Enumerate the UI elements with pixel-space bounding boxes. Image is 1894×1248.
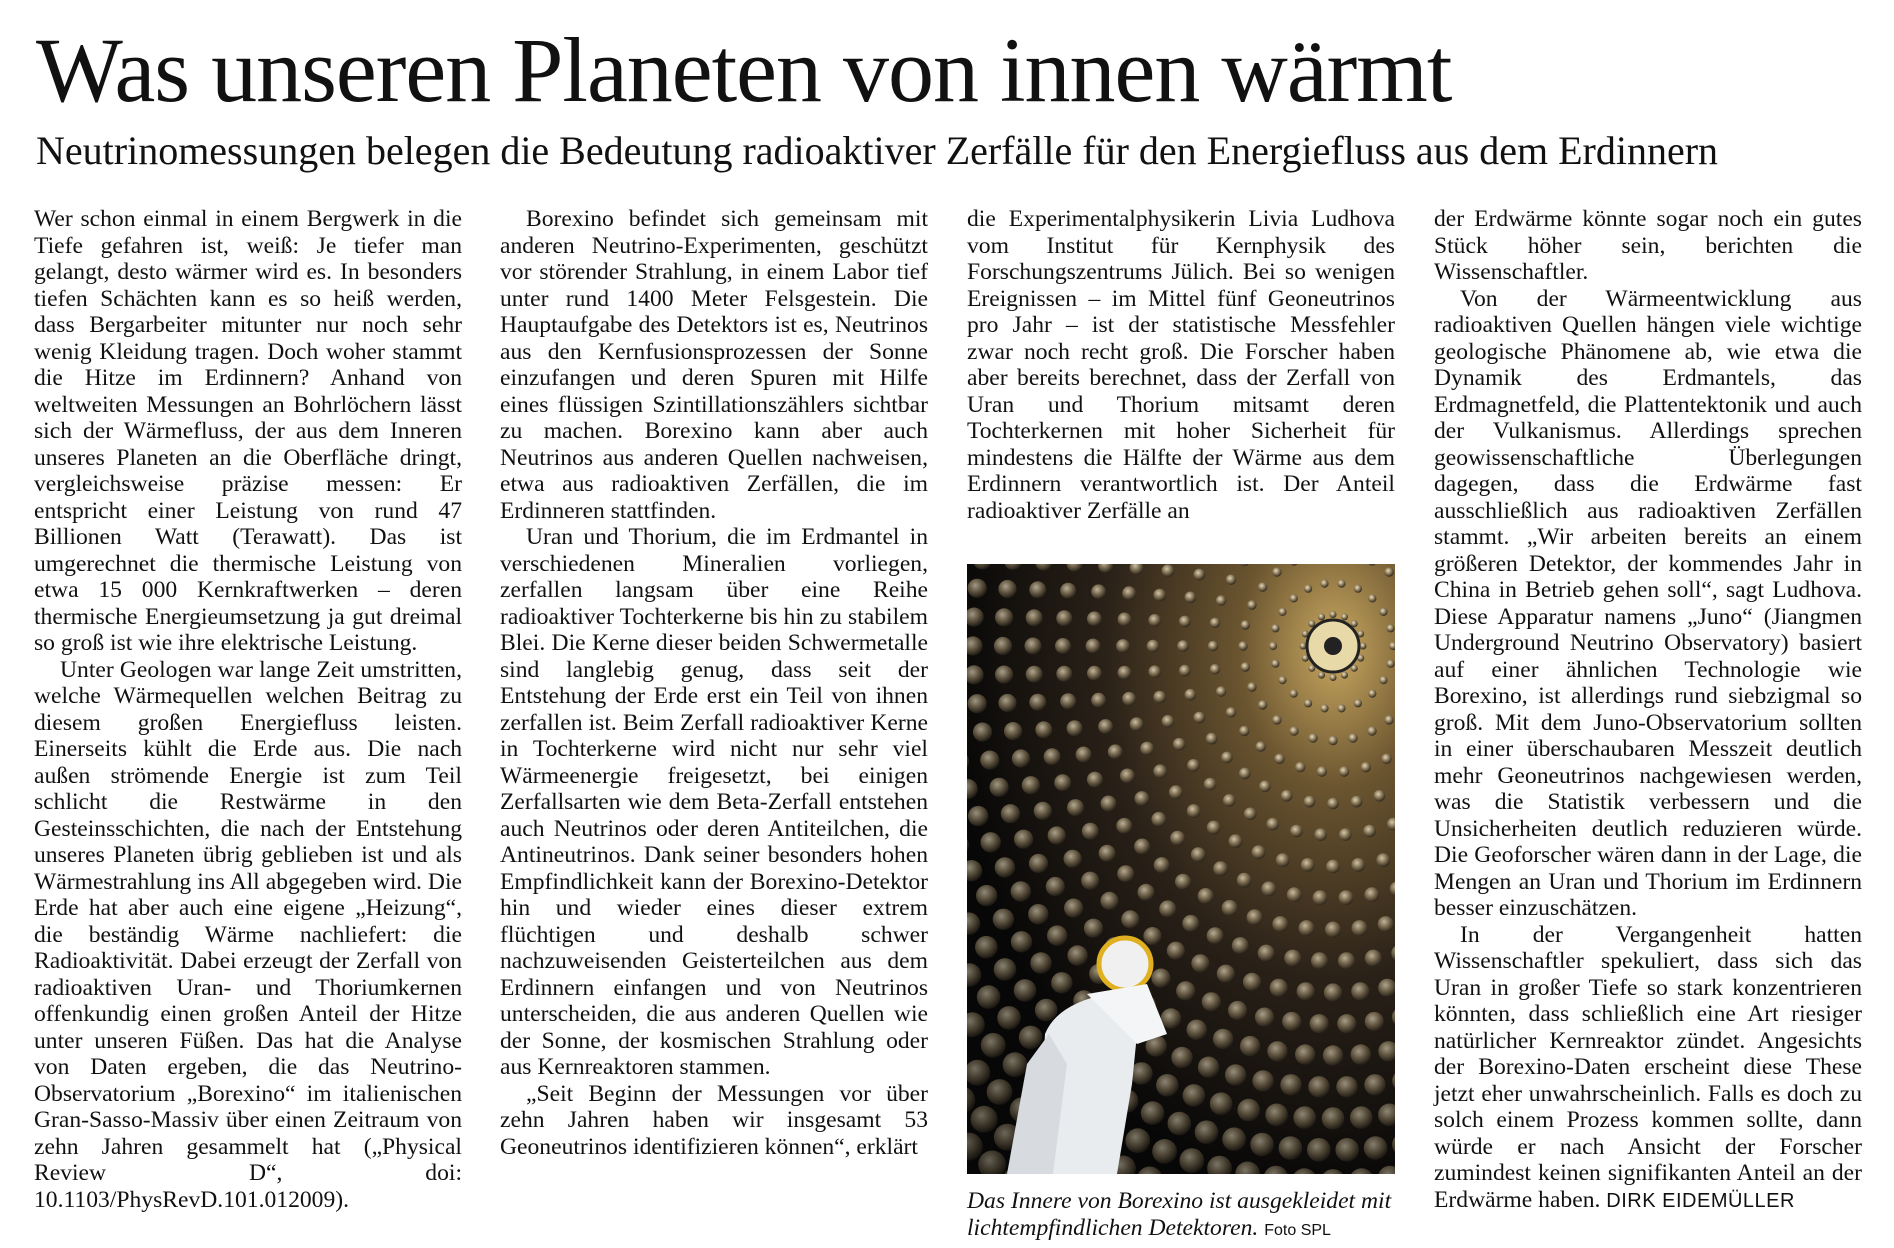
photomultiplier-tube bbox=[1056, 666, 1072, 682]
photomultiplier-tube bbox=[1351, 1044, 1371, 1064]
photomultiplier-tube bbox=[1295, 1044, 1315, 1064]
photomultiplier-tube bbox=[1378, 916, 1394, 932]
photomultiplier-tube bbox=[1270, 979, 1288, 997]
photomultiplier-tube bbox=[1060, 693, 1076, 709]
photomultiplier-tube bbox=[1259, 781, 1271, 793]
photomultiplier-tube bbox=[1120, 769, 1135, 784]
photomultiplier-tube bbox=[1064, 899, 1083, 918]
photomultiplier-tube bbox=[1004, 722, 1022, 740]
photomultiplier-tube bbox=[1170, 831, 1185, 846]
photomultiplier-tube bbox=[1048, 826, 1066, 844]
photomultiplier-tube bbox=[1351, 858, 1365, 872]
photomultiplier-tube bbox=[1287, 887, 1302, 902]
photomultiplier-tube bbox=[1351, 982, 1369, 1000]
photomultiplier-tube bbox=[1328, 736, 1337, 745]
photomultiplier-tube bbox=[1337, 1014, 1356, 1033]
photomultiplier-tube bbox=[1076, 747, 1092, 763]
photomultiplier-tube bbox=[1313, 890, 1328, 905]
photomultiplier-tube bbox=[998, 580, 1016, 598]
photomultiplier-tube bbox=[994, 637, 1012, 655]
photomultiplier-tube bbox=[1330, 611, 1337, 618]
photomultiplier-tube bbox=[1187, 759, 1200, 772]
photomultiplier-tube bbox=[1051, 972, 1072, 993]
photomultiplier-tube bbox=[1014, 830, 1033, 849]
photomultiplier-tube bbox=[1301, 858, 1315, 872]
photomultiplier-tube bbox=[1216, 595, 1226, 605]
photomultiplier-tube bbox=[1278, 608, 1286, 616]
photomultiplier-tube bbox=[1352, 920, 1368, 936]
photomultiplier-tube bbox=[1029, 581, 1046, 598]
photomultiplier-tube bbox=[1258, 582, 1267, 591]
article-subtitle: Neutrinomessungen belegen die Bedeutung radioaktiver Zerfälle für den Energiefluss aus dem Erdinnern bbox=[36, 128, 1719, 173]
photomultiplier-tube bbox=[1226, 707, 1236, 717]
photomultiplier-tube bbox=[1153, 589, 1166, 602]
photomultiplier-tube bbox=[1284, 950, 1301, 967]
photomultiplier-tube bbox=[1271, 660, 1279, 668]
photomultiplier-tube bbox=[1210, 618, 1220, 628]
photomultiplier-tube bbox=[1087, 666, 1102, 681]
photomultiplier-tube bbox=[1247, 600, 1256, 609]
paragraph: die Experimentalphysikerin Livia Ludhova vom Institut für Kernphysik des Forschungszentrums Jülich. Bei so wenigen Ereignissen – im Mittel fünf Geoneutrinos pro Jahr – ist der statistische Messfehler zwar noch recht groß. Die Forscher haben aber bereits berechnet, dass der Zerfall von Uran und Thorium mitsamt deren Tochterkernen mit hoher Sicherheit für mindestens die Hälfte der Wärme aus dem Erdinnern verantwortlich ist. Der Anteil radioaktiver Zerfälle an bbox=[967, 206, 1395, 524]
photomultiplier-tube bbox=[1278, 676, 1286, 684]
photomultiplier-tube bbox=[1210, 664, 1220, 674]
photomultiplier-tube bbox=[1117, 865, 1134, 882]
photomultiplier-tube bbox=[1229, 834, 1243, 848]
photomultiplier-tube bbox=[1252, 1070, 1273, 1091]
photomultiplier-tube bbox=[1026, 609, 1043, 626]
photomultiplier-tube bbox=[1310, 1014, 1329, 1033]
photomultiplier-tube bbox=[1272, 916, 1288, 932]
photomultiplier-tube bbox=[1091, 693, 1106, 708]
photomultiplier-tube bbox=[1300, 643, 1307, 650]
photomultiplier-tube bbox=[1368, 690, 1376, 698]
photomultiplier-tube bbox=[1101, 796, 1117, 812]
photomultiplier-tube bbox=[1330, 674, 1337, 681]
detector-dome-illustration bbox=[967, 564, 1395, 1174]
photomultiplier-tube bbox=[1282, 1012, 1301, 1031]
photomultiplier-tube bbox=[1243, 973, 1261, 991]
photomultiplier-tube bbox=[1116, 639, 1130, 653]
photomultiplier-tube bbox=[1118, 666, 1132, 680]
photomultiplier-tube bbox=[1365, 1012, 1384, 1031]
photomultiplier-tube bbox=[1279, 1136, 1303, 1160]
photomultiplier-tube bbox=[1256, 741, 1266, 751]
photomultiplier-tube bbox=[1153, 764, 1167, 778]
photomultiplier-tube bbox=[1237, 873, 1252, 888]
photomultiplier-tube bbox=[1099, 845, 1116, 862]
photomultiplier-tube bbox=[1159, 900, 1176, 917]
photomultiplier-tube bbox=[1202, 992, 1221, 1011]
photomultiplier-tube bbox=[1156, 1074, 1179, 1097]
photomultiplier-tube bbox=[1307, 1138, 1331, 1162]
photomultiplier-tube bbox=[1290, 825, 1303, 838]
photomultiplier-tube bbox=[1001, 804, 1020, 823]
photomultiplier-tube bbox=[1266, 818, 1279, 831]
photomultiplier-tube bbox=[977, 985, 1001, 1009]
photomultiplier-tube bbox=[1348, 733, 1357, 742]
photomultiplier-tube bbox=[1198, 1057, 1219, 1078]
photomultiplier-tube bbox=[1318, 672, 1325, 679]
photomultiplier-tube bbox=[1317, 766, 1327, 776]
photomultiplier-tube bbox=[1322, 1107, 1345, 1130]
photomultiplier-tube bbox=[1135, 791, 1150, 806]
photomultiplier-tube bbox=[1379, 608, 1387, 616]
photomultiplier-tube bbox=[1012, 749, 1030, 767]
photomultiplier-tube bbox=[971, 1106, 998, 1133]
photomultiplier-tube bbox=[1367, 726, 1376, 735]
photomultiplier-tube bbox=[1035, 721, 1052, 738]
photomultiplier-tube bbox=[1337, 580, 1345, 588]
photomultiplier-tube bbox=[1225, 1064, 1246, 1085]
photomultiplier-tube bbox=[995, 666, 1013, 684]
photomultiplier-tube bbox=[1223, 794, 1236, 807]
author-name: DIRK EIDEMÜLLER bbox=[1606, 1189, 1795, 1212]
photomultiplier-tube bbox=[1147, 640, 1160, 653]
photomultiplier-tube bbox=[1364, 1074, 1385, 1095]
photomultiplier-tube bbox=[1339, 828, 1352, 841]
photomultiplier-tube bbox=[1323, 1045, 1343, 1065]
photomultiplier-tube bbox=[1374, 790, 1386, 802]
photomultiplier-tube bbox=[1364, 1136, 1388, 1160]
photomultiplier-tube bbox=[1250, 1133, 1274, 1157]
photomultiplier-tube bbox=[1272, 567, 1281, 576]
photomultiplier-tube bbox=[1182, 915, 1199, 932]
photomultiplier-tube bbox=[1338, 952, 1355, 969]
photomultiplier-tube bbox=[1232, 937, 1249, 954]
photomultiplier-tube bbox=[1035, 999, 1058, 1022]
photomultiplier-tube bbox=[1187, 804, 1201, 818]
photomultiplier-tube bbox=[1169, 785, 1183, 799]
text-column-3 bbox=[967, 206, 1395, 524]
photomultiplier-tube bbox=[1108, 744, 1123, 759]
photomultiplier-tube bbox=[1047, 925, 1067, 945]
photomultiplier-tube bbox=[993, 909, 1014, 930]
photomultiplier-tube bbox=[1175, 874, 1191, 890]
caption-text: Das Innere von Borexino ist ausgekleidet mit lichtempfindlichen Detektoren. bbox=[967, 1188, 1392, 1241]
photomultiplier-tube bbox=[1267, 1041, 1287, 1061]
photomultiplier-tube bbox=[1167, 942, 1185, 960]
photomultiplier-tube bbox=[1168, 1112, 1192, 1136]
photomultiplier-tube bbox=[1361, 762, 1371, 772]
photomultiplier-tube bbox=[1320, 704, 1328, 712]
photomultiplier-tube bbox=[1100, 892, 1118, 910]
photomultiplier-tube bbox=[1341, 672, 1348, 679]
photomultiplier-tube bbox=[1003, 1052, 1028, 1077]
photomultiplier-tube bbox=[1176, 981, 1195, 1000]
photomultiplier-tube bbox=[1247, 909, 1263, 925]
photomultiplier-tube bbox=[1086, 639, 1101, 654]
paragraph: der Erdwärme könnte sogar noch ein gutes Stück höher sein, berichten die Wissenschaftler. bbox=[1434, 206, 1862, 285]
article-title: Was unseren Planeten von innen wärmt bbox=[36, 19, 1452, 121]
photomultiplier-tube bbox=[1011, 881, 1031, 901]
photomultiplier-tube bbox=[1198, 888, 1214, 904]
photomultiplier-tube bbox=[1067, 799, 1084, 816]
photomultiplier-tube bbox=[1185, 689, 1197, 701]
photomultiplier-tube bbox=[1363, 825, 1376, 838]
photomultiplier-tube bbox=[1274, 754, 1284, 764]
photomultiplier-tube bbox=[1237, 1099, 1260, 1122]
photomultiplier-tube bbox=[1171, 1047, 1192, 1068]
photomultiplier-tube bbox=[1304, 699, 1312, 707]
photomultiplier-tube bbox=[1064, 850, 1082, 868]
photomultiplier-tube bbox=[1179, 665, 1191, 677]
photomultiplier-tube bbox=[1299, 920, 1315, 936]
photomultiplier-tube bbox=[1258, 700, 1267, 709]
photomultiplier-tube bbox=[1384, 567, 1393, 576]
photomultiplier-tube bbox=[1336, 1076, 1357, 1097]
photomultiplier-tube bbox=[1216, 686, 1226, 696]
photomultiplier-tube bbox=[1207, 927, 1224, 944]
photomultiplier-tube bbox=[1295, 762, 1305, 772]
photomultiplier-tube bbox=[981, 832, 1001, 852]
photomultiplier-tube bbox=[1387, 660, 1395, 668]
photomultiplier-tube bbox=[1046, 877, 1065, 896]
photomultiplier-tube bbox=[1335, 1138, 1359, 1162]
photomultiplier-tube bbox=[1341, 613, 1348, 620]
photomultiplier-tube bbox=[1154, 857, 1170, 873]
paragraph: Von der Wärmeentwicklung aus radioaktiven Quellen hängen viele wichtige geologische Phänomene ab, wie etwa die Dynamik des Erdmantels, das Erdmagnetfeld, die Plattentektonik und auch der Vulkanismus. Allerdings sprechen geowissenschaftliche Überlegungen dagegen, dass die Erdwärme fast ausschließlich aus radioaktiven Zerfällen stammt. „Wir arbeiten bereits an einem größeren Detektor, der kommendes Jahr in China in Betrieb gehen soll“, sagt Ludhova. Diese Apparatur namens „Juno“ (Jiangmen Underground Neutrino Observatory) basiert auf einer ähnlichen Technologie wie Borexino, ist allerdings rund siebzigmal so groß. Mit dem Juno-Observatorium sollten in einer überschaubaren Messzeit deutlich mehr Geoneutrinos nachgewiesen werden, was die Statistik verbessern und die Unsicherheiten deutlich reduzieren würde. Die Geoforscher wären dann in der Lage, die Mengen an Uran und Thorium im Erdinnern besser einzuschätzen. bbox=[1434, 285, 1862, 921]
photomultiplier-tube bbox=[1179, 616, 1191, 628]
photomultiplier-tube bbox=[980, 751, 999, 770]
photomultiplier-tube bbox=[1325, 922, 1341, 938]
photomultiplier-tube bbox=[1327, 798, 1339, 810]
photomultiplier-tube bbox=[1179, 1148, 1204, 1173]
photomultiplier-tube bbox=[1025, 638, 1042, 655]
photomultiplier-tube bbox=[1029, 694, 1046, 711]
photomultiplier-tube bbox=[1134, 839, 1150, 855]
photomultiplier-tube bbox=[1191, 847, 1206, 862]
photomultiplier-tube bbox=[1324, 983, 1342, 1001]
text-column-1 bbox=[34, 206, 462, 1213]
photomultiplier-tube bbox=[1221, 752, 1233, 764]
photomultiplier-tube bbox=[1138, 884, 1155, 901]
photomultiplier-tube bbox=[1387, 624, 1395, 632]
photomultiplier-tube bbox=[1183, 1084, 1206, 1107]
photomultiplier-tube bbox=[1238, 641, 1247, 650]
photomultiplier-tube bbox=[968, 806, 988, 826]
photomultiplier-tube bbox=[1056, 610, 1072, 626]
photomultiplier-tube bbox=[1122, 586, 1136, 600]
paragraph: Wer schon einmal in einem Bergwerk in die Tiefe gefahren ist, weiß: Je tiefer man gelangt, desto wärmer wird es. In besonders tiefen Schächten kann es so heiß werden, dass Bergarbeiter mitunter nur noch sehr wenig Kleidung tragen. Doch woher stammt die Hitze im Erdinnern? Anhand von weltweiten Messungen an Bohrlöchern lässt sich der Wärmefluss, der aus dem Inneren unseres Planeten an die Oberfläche dringt, vergleichsweise präzise messen: Er entspricht einer Leistung von rund 47 Billionen Watt (Terawatt). Das ist umgerechnet die thermische Leistung von etwa 15 000 Kernkraftwerken – deren thermische Energieumsetzung ja gut dreimal so groß ist wie ihre elektrische Leistung. bbox=[34, 206, 462, 656]
photomultiplier-tube bbox=[1255, 1008, 1274, 1027]
photomultiplier-tube bbox=[1055, 638, 1071, 654]
photomultiplier-tube bbox=[987, 1079, 1013, 1105]
photomultiplier-tube bbox=[1258, 945, 1275, 962]
photomultiplier-tube bbox=[1339, 890, 1354, 905]
paragraph bbox=[1434, 922, 1862, 1215]
central-port-hub bbox=[1324, 637, 1342, 655]
photomultiplier-tube bbox=[1034, 802, 1052, 820]
photomultiplier-tube bbox=[997, 1006, 1021, 1030]
photomultiplier-tube bbox=[1241, 662, 1250, 671]
photomultiplier-tube bbox=[1098, 719, 1113, 734]
photomultiplier-tube bbox=[1191, 954, 1209, 972]
photomultiplier-tube bbox=[1213, 1029, 1233, 1049]
photomultiplier-tube bbox=[1308, 1076, 1329, 1097]
paragraph: Uran und Thorium, die im Erdmantel in verschiedenen Mineralien vorliegen, zerfallen langsam über eine Reihe radioaktiver Tochterkerne bis hin zu stabilem Blei. Die Kerne dieser beiden Schwermetalle sind langlebig genug, dass seit der Entstehung der Erde erst ein Teil von ihnen zerfallen ist. Beim Zerfall radioaktiver Kerne in Tochterkerne wird nicht nur sehr viel Wärmeenergie freigesetzt, bei einigen Zerfallsarten wie dem Beta-Zerfall entstehen auch Neutrinos oder deren Antiteilchen, die Antineutrinos. Dank seiner besonders hohen Empfindlichkeit kann der Borexino-Detektor hin und wieder eines dieser extrem flüchtigen und deshalb schwer nachzuweisenden Geisterteilchen aus dem Erdinnern einfangen und von Neutrinos unterscheiden, die aus anderen Quellen wie der Sonne, der kosmischen Strahlung oder aus Kernreaktoren stammen. bbox=[500, 524, 928, 1080]
photomultiplier-tube bbox=[1084, 919, 1103, 938]
photomultiplier-tube bbox=[994, 958, 1017, 981]
photomultiplier-tube bbox=[1140, 742, 1154, 756]
photomultiplier-tube bbox=[968, 579, 987, 598]
paragraph: Unter Geologen war lange Zeit umstritten, welche Wärmequellen welchen Beitrag zu diesem großen Energiefluss leisten. Einerseits kühlt die Erde aus. Die nach außen strömende Energie ist zum Teil schlicht die Restwärme in den Gesteinsschichten, die nach der Entstehung unseres Planeten übrig geblieben ist und als Wärmestrahlung ins All abgegeben wird. Die Erde hat aber auch eine eigene „Heizung“, die beständig Wärme nachliefert: die Radioaktivität. Dabei erzeugt der Zerfall von radioaktiven Uran- und Thoriumkernen offenkundig einen großen Anteil der Hitze unter unseren Füßen. Das hat die Analyse von Daten ergeben, die das Neutrino-Observatorium „Borexino“ im italienischen Gran-Sasso-Massiv über einen Zeitraum von zehn Jahren gesammelt hat („Physical Review D“, doi: 10.1103/PhysRevD.101.012009). bbox=[34, 656, 462, 1213]
photo-credit: Foto SPL bbox=[1264, 1221, 1331, 1239]
photomultiplier-tube bbox=[1195, 1120, 1219, 1144]
photomultiplier-tube bbox=[1153, 691, 1166, 704]
photomultiplier-tube bbox=[1162, 715, 1175, 728]
photomultiplier-tube bbox=[1121, 910, 1139, 928]
photomultiplier-tube bbox=[1241, 620, 1250, 629]
photomultiplier-tube bbox=[1207, 821, 1221, 835]
photomultiplier-tube bbox=[995, 857, 1015, 877]
photomultiplier-tube bbox=[1354, 699, 1362, 707]
photomultiplier-tube bbox=[1194, 712, 1206, 724]
photomultiplier-tube bbox=[1314, 828, 1327, 841]
photomultiplier-tube bbox=[1281, 790, 1293, 802]
photomultiplier-tube bbox=[976, 885, 997, 906]
photomultiplier-tube bbox=[1208, 641, 1218, 651]
photomultiplier-tube bbox=[973, 723, 992, 742]
photomultiplier-tube bbox=[1265, 1104, 1288, 1127]
photomultiplier-tube bbox=[1217, 965, 1235, 983]
photomultiplier-tube bbox=[1368, 594, 1376, 602]
photomultiplier-tube bbox=[998, 694, 1016, 712]
photomultiplier-tube bbox=[1269, 642, 1277, 650]
photomultiplier-tube bbox=[1130, 717, 1144, 731]
photomultiplier-tube bbox=[1308, 733, 1317, 742]
photomultiplier-tube bbox=[1029, 854, 1048, 873]
photomultiplier-tube bbox=[1240, 1036, 1260, 1056]
photomultiplier-tube bbox=[1247, 682, 1256, 691]
photomultiplier-tube bbox=[1151, 812, 1166, 827]
photomultiplier-tube bbox=[1206, 733, 1218, 745]
photomultiplier-tube bbox=[1226, 575, 1236, 585]
photomultiplier-tube bbox=[1381, 754, 1391, 764]
photomultiplier-tube bbox=[1326, 860, 1340, 874]
photomultiplier-tube bbox=[1290, 594, 1298, 602]
photomultiplier-tube bbox=[1082, 823, 1099, 840]
photomultiplier-tube bbox=[1213, 861, 1228, 876]
photomultiplier-tube bbox=[1177, 640, 1189, 652]
photomultiplier-tube bbox=[1289, 726, 1298, 735]
photomultiplier-tube bbox=[1030, 952, 1051, 973]
photomultiplier-tube bbox=[1304, 796, 1316, 808]
photomultiplier-tube bbox=[1276, 853, 1290, 867]
photomultiplier-tube bbox=[995, 608, 1013, 626]
photomultiplier-tube bbox=[1280, 1074, 1301, 1095]
paragraph: Borexino befindet sich gemeinsam mit anderen Neutrino-Experimenten, geschützt vor störender Strahlung, in einem Labor tief unter rund 1400 Meter Felsgestein. Die Hauptaufgabe des Detektors ist es, Neutrinos aus den Kernfusionsprozessen der Sonne einzufangen und deren Spuren mit Hilfe eines flüssigen Szintillationszählers sichtbar zu machen. Borexino kann aber auch Neutrinos aus anderen Quellen nachweisen, etwa aus radioaktiven Zerfällen, die im Erdinneren stattfinden. bbox=[500, 206, 928, 524]
photomultiplier-tube bbox=[1379, 676, 1387, 684]
photomultiplier-tube bbox=[990, 778, 1009, 797]
photomultiplier-tube bbox=[1244, 808, 1257, 821]
photomultiplier-tube bbox=[1311, 952, 1328, 969]
photomultiplier-tube bbox=[1067, 720, 1083, 736]
photomultiplier-tube bbox=[1222, 900, 1238, 916]
photomultiplier-tube bbox=[1228, 1001, 1247, 1020]
photomultiplier-tube bbox=[1118, 613, 1132, 627]
photomultiplier-tube bbox=[1152, 1139, 1177, 1164]
photomultiplier-tube bbox=[1318, 613, 1325, 620]
photomultiplier-tube bbox=[1143, 927, 1161, 945]
photomultiplier-tube bbox=[1026, 666, 1043, 683]
photomultiplier-tube bbox=[1337, 704, 1345, 712]
photomultiplier-tube bbox=[1376, 853, 1390, 867]
photomultiplier-tube bbox=[1028, 904, 1048, 924]
photomultiplier-tube bbox=[1222, 1127, 1246, 1151]
photomultiplier-tube bbox=[1054, 774, 1071, 791]
photomultiplier-tube bbox=[1239, 726, 1249, 736]
photomultiplier-tube bbox=[1272, 715, 1281, 724]
photomultiplier-tube bbox=[1148, 665, 1161, 678]
photomultiplier-tube bbox=[1187, 1020, 1207, 1040]
photomultiplier-tube bbox=[1060, 583, 1076, 599]
photomultiplier-tube bbox=[1151, 969, 1170, 988]
photomultiplier-tube bbox=[1161, 1008, 1181, 1028]
photomultiplier-tube bbox=[1350, 1106, 1373, 1129]
photomultiplier-tube bbox=[1044, 748, 1061, 765]
photomultiplier-tube bbox=[1019, 1026, 1043, 1050]
photomultiplier-tube bbox=[1365, 950, 1382, 967]
photomultiplier-tube bbox=[1239, 768, 1251, 780]
photomultiplier-tube bbox=[1022, 776, 1040, 794]
photomultiplier-tube bbox=[1194, 569, 1206, 581]
photomultiplier-tube bbox=[1384, 715, 1393, 724]
photomultiplier-tube bbox=[1141, 1101, 1165, 1125]
photomultiplier-tube bbox=[1297, 982, 1315, 1000]
photomultiplier-tube bbox=[1125, 1128, 1150, 1153]
photomultiplier-tube bbox=[1091, 584, 1106, 599]
paragraph: „Seit Beginn der Messungen vor über zehn Jahren haben wir insgesamt 53 Geoneutrinos identifizieren können“, erklärt bbox=[500, 1080, 928, 1160]
paragraph-text: In der Vergangenheit hatten Wissenschaftler spekuliert, dass sich das Uran in großer Tiefe so stark konzentrieren könnten, dass schließlich eine Art riesiger natürlicher Kernreaktor zündet. Angesichts der Borexino-Daten erscheint diese These jetzt eher unwahrscheinlich. Falls es doch zu solch einem Prozess kommen sollte, dann würde er nach Ansicht der Forscher zumindest keinen signifikanten Anteil an der Erdwärme haben. bbox=[1434, 921, 1862, 1213]
photomultiplier-tube bbox=[1148, 614, 1161, 627]
photomultiplier-tube bbox=[1364, 887, 1379, 902]
photomultiplier-tube bbox=[1087, 772, 1103, 788]
photomultiplier-tube bbox=[968, 694, 987, 713]
photomultiplier-tube bbox=[1014, 979, 1037, 1002]
photomultiplier-tube bbox=[1116, 818, 1132, 834]
photomultiplier-tube bbox=[1162, 564, 1175, 577]
photomultiplier-tube bbox=[975, 936, 998, 959]
photomultiplier-tube bbox=[1360, 643, 1367, 650]
photomultiplier-tube bbox=[1204, 778, 1217, 791]
text-column-4 bbox=[1434, 206, 1862, 1214]
photomultiplier-tube bbox=[1067, 945, 1087, 965]
photomultiplier-tube bbox=[1290, 690, 1298, 698]
photomultiplier-tube bbox=[1081, 872, 1099, 890]
photomultiplier-tube bbox=[1087, 611, 1102, 626]
photomultiplier-tube bbox=[1320, 580, 1328, 588]
photomultiplier-tube bbox=[981, 1033, 1006, 1058]
photomultiplier-tube bbox=[1261, 881, 1276, 896]
photomultiplier-tube bbox=[1293, 1106, 1316, 1129]
photomultiplier-tube bbox=[1173, 738, 1186, 751]
photomultiplier-tube bbox=[1304, 585, 1312, 593]
photomultiplier-tube bbox=[1011, 931, 1032, 952]
photo-caption bbox=[967, 1188, 1395, 1244]
photomultiplier-tube bbox=[1351, 796, 1363, 808]
photomultiplier-tube bbox=[1339, 766, 1349, 776]
photomultiplier-tube bbox=[1210, 1092, 1233, 1115]
photomultiplier-tube bbox=[1122, 692, 1136, 706]
text-column-2 bbox=[500, 206, 928, 1160]
detector-photo bbox=[967, 564, 1395, 1174]
photomultiplier-tube bbox=[1354, 585, 1362, 593]
photomultiplier-tube bbox=[1271, 624, 1279, 632]
photomultiplier-tube bbox=[1252, 845, 1266, 859]
photomultiplier-tube bbox=[1185, 592, 1197, 604]
